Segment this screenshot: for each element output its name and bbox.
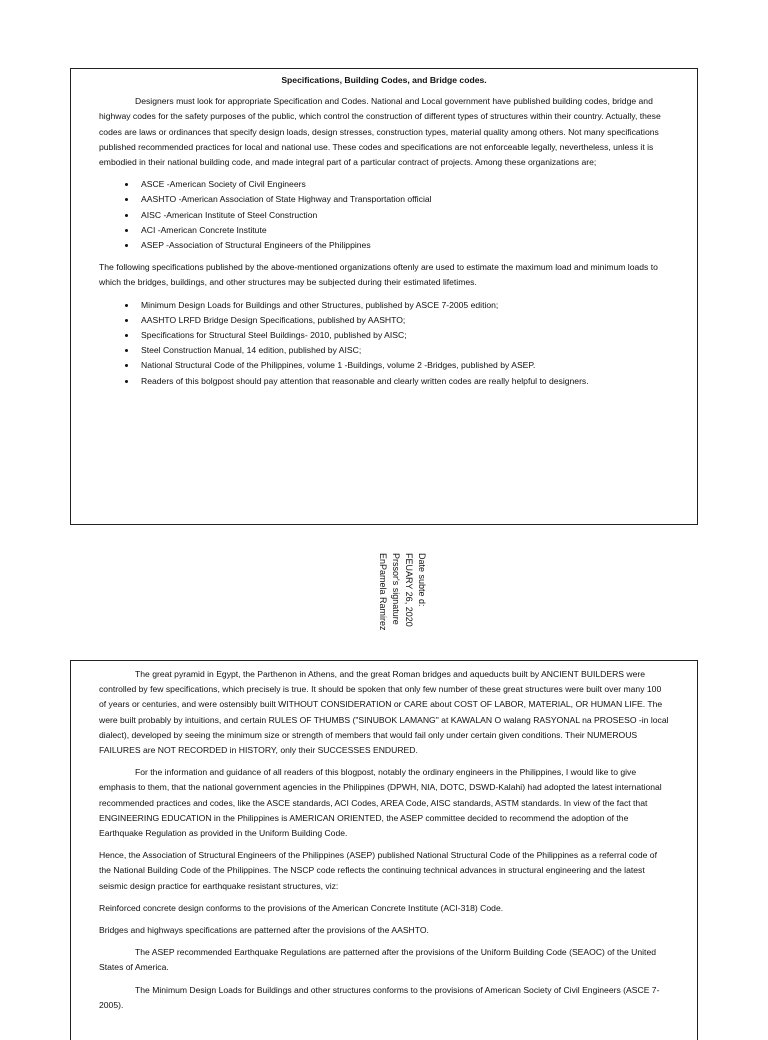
signer-name: EnPamela Ramirez	[378, 553, 388, 631]
section-title: Specifications, Building Codes, and Bridge codes.	[281, 75, 487, 85]
list-item: • Steel Construction Manual, 14 edition, published by AISC;	[137, 343, 669, 358]
organizations-list	[99, 177, 669, 253]
paragraph: The great pyramid in Egypt, the Parthenon in Athens, and the great Roman bridges and aqueducts built by ANCIENT BUILDERS were controlled by few specifications, which precisely is true. It should be spoken that only few number of these great structures were built over many 100 of years or centuries, and were ostensibly built WITHOUT CONSIDERATION or CARE about COST OF LABOR, MATERIAL, OR HUMAN LIFE. The were built probably by intuitions, and certain RULES OF THUMBS ("SINUBOK LAMANG" at KAWALAN O walang RASYONAL na PROSESO -in local dialect), developed by seeing the minimum size or strength of members that would fail only under certain given conditions. Their NUMEROUS FAILURES are NOT RECORDED in HISTORY, only their SUCCESSES ENDURED.	[99, 669, 669, 756]
paragraph: Reinforced concrete design conforms to the provisions of the American Concrete Institute (ACI-318) Code.	[99, 902, 504, 913]
intro-paragraph: Designers must look for appropriate Specification and Codes. National and Local government have published building codes, bridge and highway codes for the safety purposes of the public, which control the construction of different types of structures within their country. Actually, these codes are laws or ordinances that specify design loads, design stresses, construction types, material quality among others. Not many specifications published recommended practices for local and national use. These codes and specifications are not enforceable legally, nevertheless, unless it is embodied in their national building code, and made integral part of a particular contract of projects. Among these organizations are;	[99, 96, 661, 168]
paragraph: Hence, the Association of Structural Engineers of the Philippines (ASEP) published National Structural Code of the Philippines as a referral code of the National Building Code of the Philippines. The NSCP code reflects the continuing technical advances in structural engineering and the latest seismic design practice for earthquake resistant structures, viz:	[99, 850, 657, 891]
list-item: • Readers of this bolgpost should pay attention that reasonable and clearly written codes are really helpful to designers.	[137, 374, 669, 389]
list-item: • Specifications for Structural Steel Buildings- 2010, published by AISC;	[137, 328, 669, 343]
specifications-section	[70, 68, 698, 525]
specifications-list	[99, 298, 669, 389]
professor-signature-label: Prssor's signature	[391, 553, 401, 625]
list-item: • ASCE -American Society of Civil Engineers	[137, 177, 669, 192]
paragraph: For the information and guidance of all readers of this blogpost, notably the ordinary engineers in the Philippines, I would like to give emphasis to them, that the national government agencies in the Philippines (DPWH, NIA, DOTC, DSWD-Kalahi) had adopted the latest international recommended practices and codes, like the ASCE standards, ACI Codes, AREA Code, AISC standards, ASTM standards. In view of the fact that ENGINEERING EDUCATION in the Philippines is AMERICAN ORIENTED, the ASEP committee decided to recommend the adoption of the Earthquake Regulation as provided in the Uniform Building Code.	[99, 767, 662, 839]
list-item: • National Structural Code of the Philippines, volume 1 -Buildings, volume 2 -Bridges, published by ASEP.	[137, 358, 669, 373]
list-item: • AASHTO -American Association of State Highway and Transportation official	[137, 192, 669, 207]
list-item: • Minimum Design Loads for Buildings and other Structures, published by ASCE 7-2005 edition;	[137, 298, 669, 313]
paragraph: The Minimum Design Loads for Buildings and other structures conforms to the provisions of American Society of Civil Engineers (ASCE 7-2005).	[99, 984, 660, 1010]
list-item: • AASHTO LRFD Bridge Design Specifications, published by AASHTO;	[137, 313, 669, 328]
list-item: • AISC -American Institute of Steel Construction	[137, 208, 669, 223]
date-label: Date subte d:	[417, 553, 427, 607]
paragraph: Bridges and highways specifications are patterned after the provisions of the AASHTO.	[99, 925, 429, 936]
history-section	[70, 660, 698, 1040]
date-value: FEUARY 26, 2020	[404, 553, 414, 627]
following-paragraph: The following specifications published by the above-mentioned organizations oftenly are used to estimate the maximum load and minimum loads to which the bridges, buildings, and other structures may be subjected during their estimated lifetimes.	[99, 262, 658, 288]
paragraph: The ASEP recommended Earthquake Regulations are patterned after the provisions of the Uniform Building Code (SEAOC) of the United States of America.	[99, 947, 657, 973]
signature-block	[356, 553, 428, 659]
list-item: • ASEP -Association of Structural Engineers of the Philippines	[137, 238, 669, 253]
list-item: • ACI -American Concrete Institute	[137, 223, 669, 238]
